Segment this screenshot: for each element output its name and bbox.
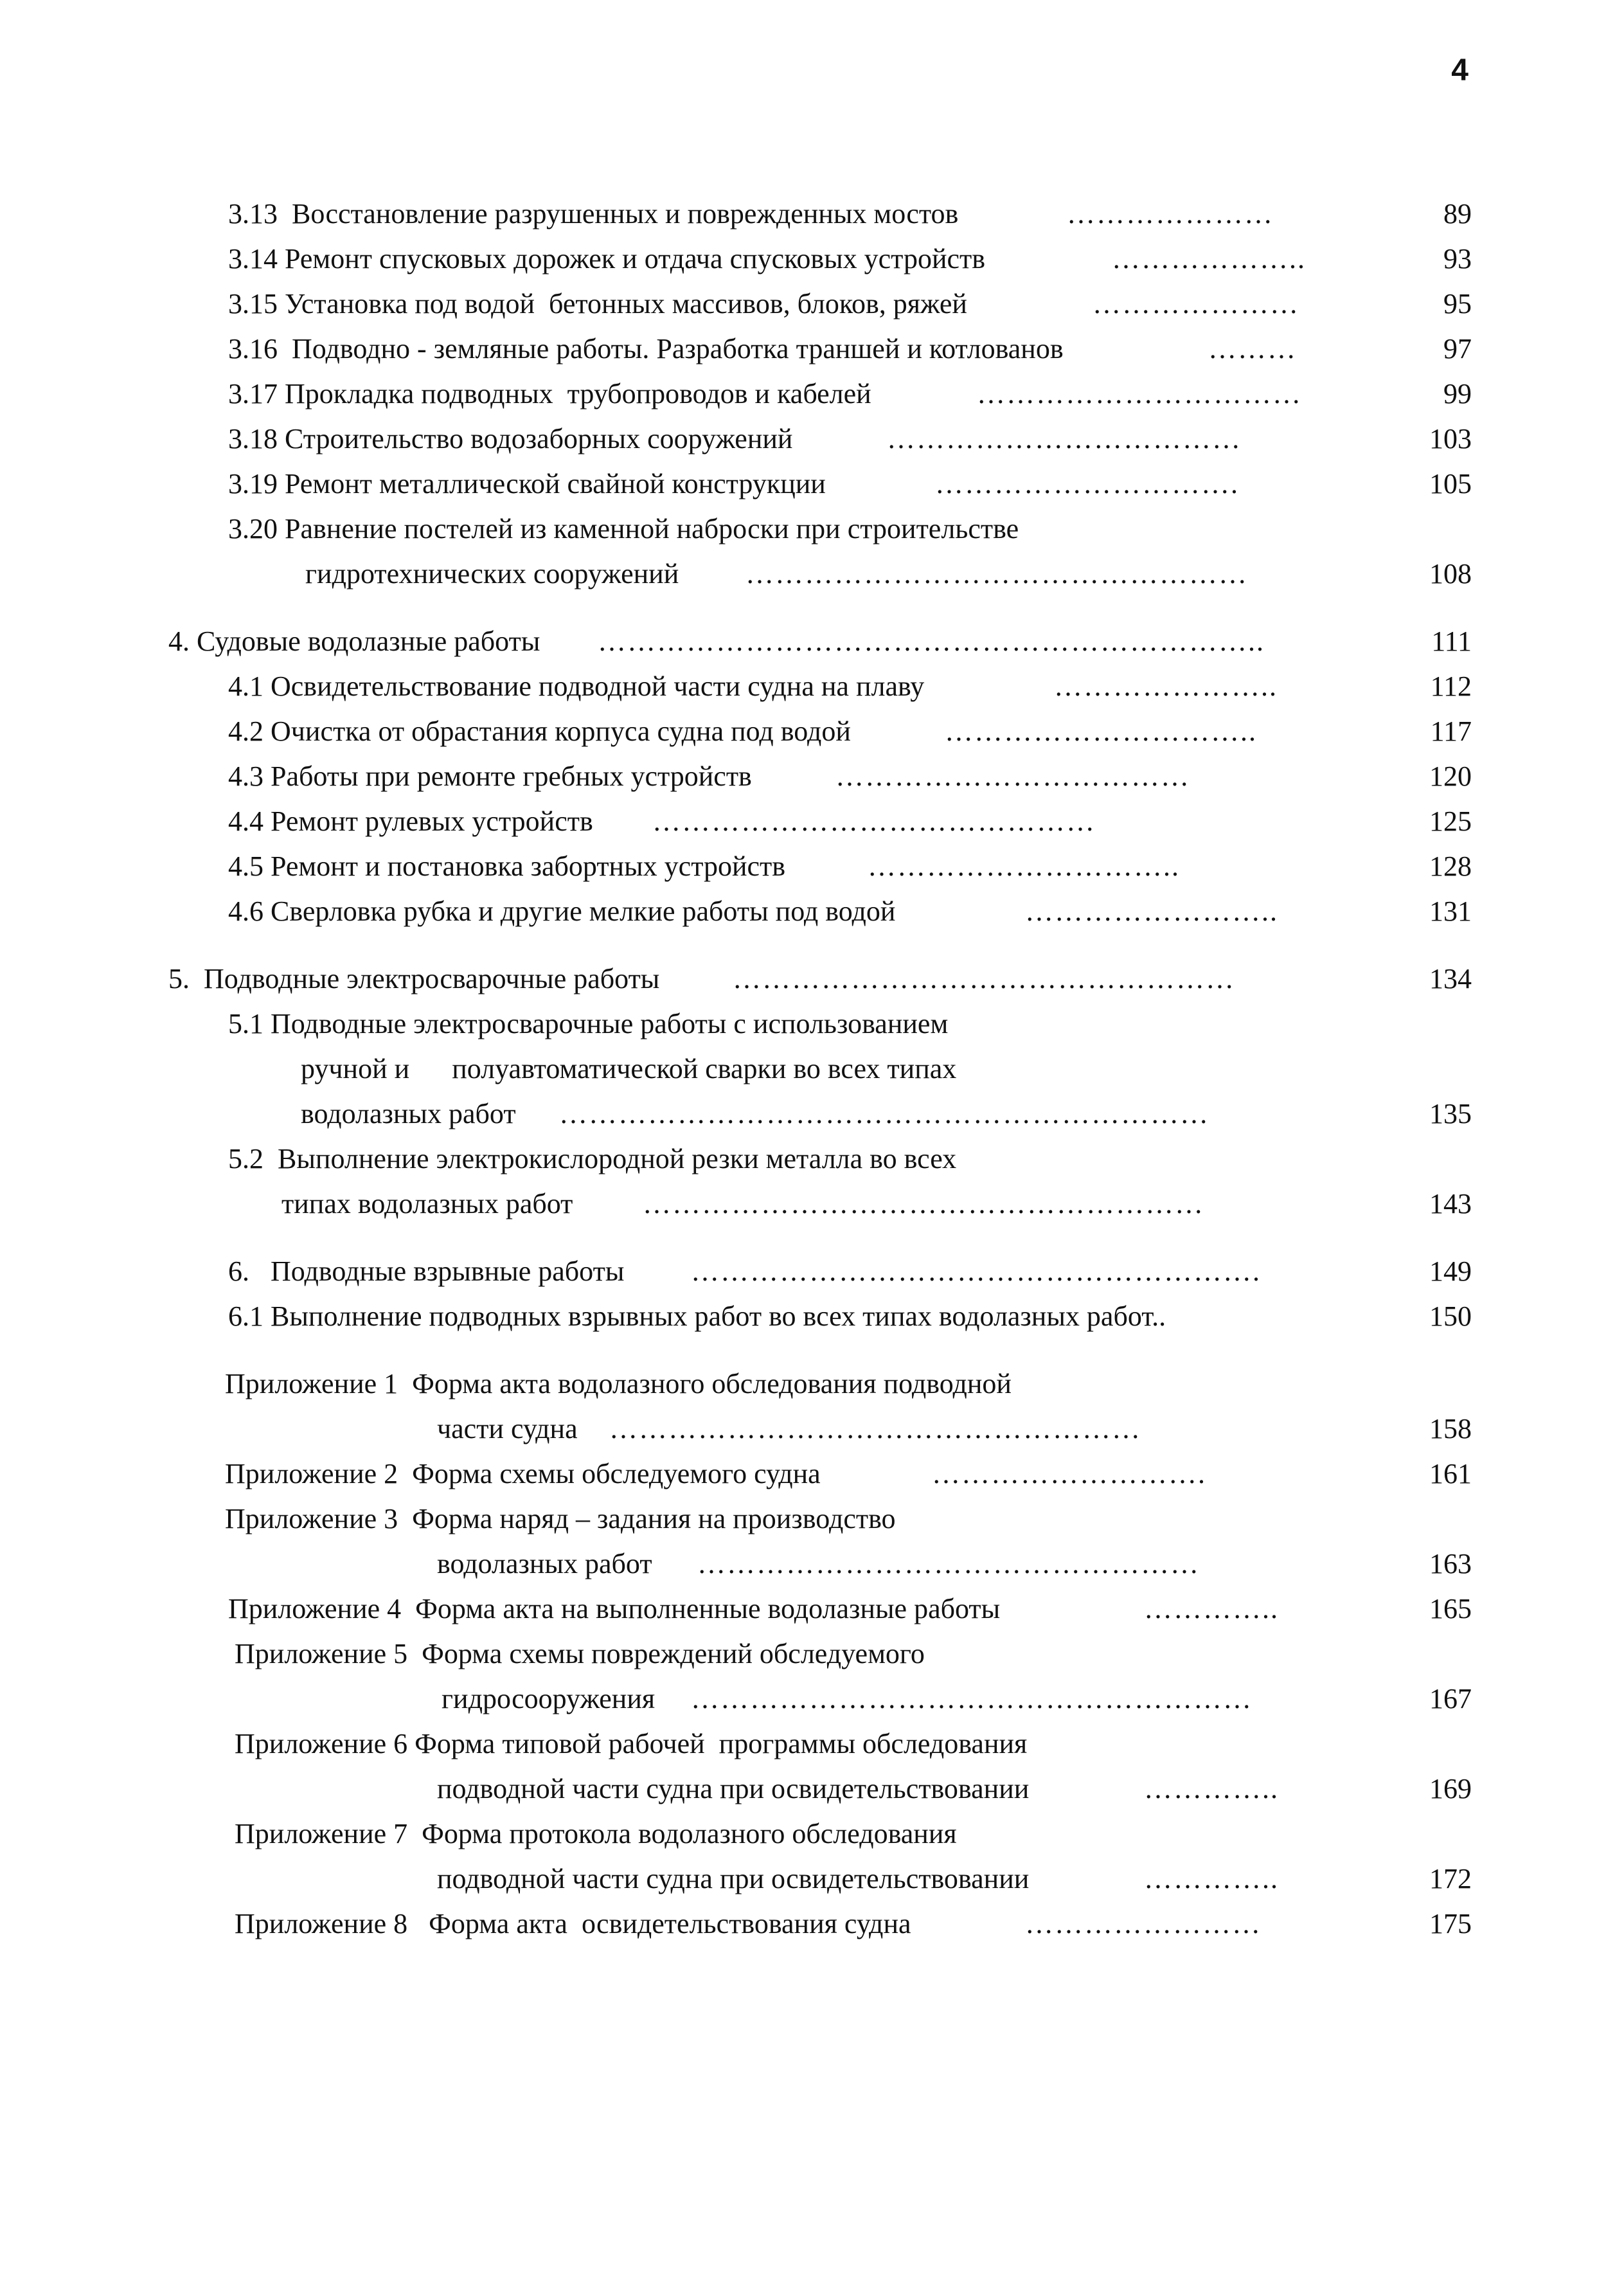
- toc-leader-dots: …………………………………………………………..: [598, 625, 1265, 657]
- toc-page-number: 93: [1443, 243, 1472, 274]
- toc-entry: [0, 1546, 1483, 1582]
- toc-leader-dots: …………..: [1144, 1773, 1279, 1804]
- toc-entry-title: подводной части судна при освидетельствовании: [437, 1773, 1030, 1804]
- toc-entry: [0, 241, 1483, 277]
- toc-entry: [0, 1726, 1483, 1762]
- toc-leader-dots: ………………………………………: [652, 805, 1096, 837]
- toc-entry-title: Приложение 5 Форма схемы повреждений обследуемого: [235, 1638, 925, 1669]
- toc-entry-title: гидротехнических сооружений: [305, 558, 679, 589]
- toc-entry-title: 3.20 Равнение постелей из каменной наброски при строительстве: [228, 513, 1019, 544]
- toc-entry-title: 6.1 Выполнение подводных взрывных работ во всех типах водолазных работ..: [228, 1300, 1166, 1332]
- toc-entry: [0, 1006, 1483, 1042]
- toc-entry: [0, 961, 1483, 997]
- toc-entry-title: 4.6 Сверловка рубка и другие мелкие работы под водой: [228, 895, 896, 927]
- toc-page-number: 134: [1429, 963, 1472, 994]
- toc-leader-dots: ……………………………………………: [745, 558, 1248, 589]
- toc-entry-title: 4.2 Очистка от обрастания корпуса судна под водой: [228, 715, 851, 747]
- toc-entry-title: 3.18 Строительство водозаборных сооружений: [228, 423, 793, 454]
- toc-entry: [0, 804, 1483, 840]
- toc-page-number: 99: [1443, 378, 1472, 409]
- toc-entry-title: Приложение 8 Форма акта освидетельствования судна: [235, 1908, 911, 1939]
- toc-entry: [0, 556, 1483, 592]
- toc-page-number: 111: [1431, 625, 1472, 657]
- toc-entry: [0, 1366, 1483, 1402]
- toc-leader-dots: …………..: [1144, 1593, 1279, 1624]
- toc-page-number: 105: [1429, 468, 1472, 499]
- toc-page-number: 161: [1429, 1458, 1472, 1489]
- toc-leader-dots: ………………………………………………….: [691, 1255, 1261, 1287]
- toc-entry: [0, 1771, 1483, 1807]
- toc-entry: [0, 894, 1483, 930]
- toc-entry: [0, 1456, 1483, 1492]
- toc-page-number: 172: [1429, 1863, 1472, 1894]
- toc-leader-dots: …………………………..: [945, 715, 1257, 747]
- toc-page-number: 169: [1429, 1773, 1472, 1804]
- toc-entry-title: Приложение 4 Форма акта на выполненные водолазные работы: [228, 1593, 1001, 1624]
- toc-leader-dots: ………: [1208, 333, 1297, 364]
- toc-leader-dots: ……………………………………………: [733, 963, 1235, 994]
- toc-page-number: 135: [1429, 1098, 1472, 1129]
- toc-entry-title: 5. Подводные электросварочные работы: [168, 963, 660, 994]
- toc-entry: [0, 714, 1483, 750]
- toc-page-number: 128: [1429, 850, 1472, 882]
- toc-entry-title: 5.1 Подводные электросварочные работы с использованием: [228, 1008, 949, 1039]
- toc-page-number: 165: [1429, 1593, 1472, 1624]
- toc-entry: [0, 1816, 1483, 1852]
- toc-entry-title: 3.13 Восстановление разрушенных и поврежденных мостов: [228, 198, 959, 229]
- toc-entry: [0, 1254, 1483, 1290]
- toc-entry: [0, 1299, 1483, 1335]
- toc-entry-title: водолазных работ: [301, 1098, 516, 1129]
- toc-entry: [0, 1861, 1483, 1897]
- toc-leader-dots: ……………………: [1025, 1908, 1262, 1939]
- toc-page-number: 175: [1429, 1908, 1472, 1939]
- toc-entry-title: 6. Подводные взрывные работы: [228, 1255, 625, 1287]
- toc-leader-dots: ………………………………: [887, 423, 1242, 454]
- toc-entry: [0, 759, 1483, 795]
- toc-leader-dots: …………………………..: [868, 850, 1180, 882]
- toc-page-number: 149: [1429, 1255, 1472, 1287]
- toc-page-number: 97: [1443, 333, 1472, 364]
- toc-entry: [0, 1591, 1483, 1627]
- toc-entry: [0, 1096, 1483, 1132]
- toc-entry: [0, 421, 1483, 457]
- toc-entry-title: 3.16 Подводно - земляные работы. Разработка траншей и котлованов: [228, 333, 1064, 364]
- toc-entry-title: подводной части судна при освидетельствовании: [437, 1863, 1030, 1894]
- toc-entry: [0, 466, 1483, 502]
- toc-leader-dots: …………………: [1067, 198, 1274, 229]
- toc-entry-title: 4.4 Ремонт рулевых устройств: [228, 805, 593, 837]
- toc-page-number: 95: [1443, 288, 1472, 319]
- toc-entry-title: 4. Судовые водолазные работы: [168, 625, 540, 657]
- toc-entry-title: Приложение 3 Форма наряд – задания на производство: [225, 1503, 896, 1534]
- toc-page-number: 117: [1430, 715, 1472, 747]
- toc-leader-dots: …………………………………………………………: [559, 1098, 1209, 1129]
- toc-entry: [0, 1636, 1483, 1672]
- toc-entry: [0, 1681, 1483, 1717]
- toc-leader-dots: ………………………………………………: [609, 1413, 1141, 1444]
- toc-page-number: 131: [1429, 895, 1472, 927]
- toc-entry-title: ручной и полуавтоматической сварки во всех типах: [301, 1053, 957, 1084]
- toc-leader-dots: …………………..: [1054, 670, 1278, 702]
- toc-entry-title: гидросооружения: [442, 1683, 656, 1714]
- toc-entry: [0, 1906, 1483, 1942]
- toc-leader-dots: …………………………………………………: [691, 1683, 1253, 1714]
- toc-entry-title: 3.17 Прокладка подводных трубопроводов и кабелей: [228, 378, 871, 409]
- toc-leader-dots: ………………..: [1112, 243, 1306, 274]
- toc-entry: [0, 1051, 1483, 1087]
- toc-entry-title: части судна: [437, 1413, 578, 1444]
- page-number: 4: [1451, 53, 1468, 87]
- toc-entry-title: Приложение 6 Форма типовой рабочей программы обследования: [235, 1728, 1028, 1759]
- toc-entry-title: типах водолазных работ: [281, 1188, 573, 1219]
- toc-leader-dots: …………………………………………………: [643, 1188, 1204, 1219]
- toc-page-number: 89: [1443, 198, 1472, 229]
- toc-entry: [0, 624, 1483, 660]
- toc-entry-title: 4.5 Ремонт и постановка забортных устройств: [228, 850, 786, 882]
- toc-page-number: 143: [1429, 1188, 1472, 1219]
- toc-entry-title: Приложение 2 Форма схемы обследуемого судна: [225, 1458, 821, 1489]
- toc-entry: [0, 849, 1483, 885]
- toc-entry: [0, 1411, 1483, 1447]
- toc-entry: [0, 511, 1483, 547]
- toc-entry-title: 4.1 Освидетельствование подводной части судна на плаву: [228, 670, 925, 702]
- toc-entry-title: Приложение 1 Форма акта водолазного обследования подводной: [225, 1368, 1012, 1399]
- toc-leader-dots: …………..: [1144, 1863, 1279, 1894]
- toc-leader-dots: ……………………………: [977, 378, 1302, 409]
- toc-entry: [0, 331, 1483, 367]
- toc-leader-dots: ……………………..: [1025, 895, 1278, 927]
- toc-entry: [0, 669, 1483, 705]
- toc-entry: [0, 196, 1483, 232]
- toc-entry: [0, 286, 1483, 322]
- toc-entry-title: 3.19 Ремонт металлической свайной конструкции: [228, 468, 826, 499]
- toc-entry: [0, 376, 1483, 412]
- toc-entry-title: 3.15 Установка под водой бетонных массивов, блоков, ряжей: [228, 288, 967, 319]
- toc-entry-title: 3.14 Ремонт спусковых дорожек и отдача спусковых устройств: [228, 243, 986, 274]
- toc-leader-dots: ……………………….: [932, 1458, 1206, 1489]
- toc-page-number: 120: [1429, 760, 1472, 792]
- toc-entry-title: 4.3 Работы при ремонте гребных устройств: [228, 760, 752, 792]
- toc-page-number: 150: [1429, 1300, 1472, 1332]
- toc-page-number: 125: [1429, 805, 1472, 837]
- toc-leader-dots: ………………………………: [835, 760, 1190, 792]
- toc-page-number: 108: [1429, 558, 1472, 589]
- toc-leader-dots: …………………: [1093, 288, 1299, 319]
- toc-entry-title: 5.2 Выполнение электрокислородной резки металла во всех: [228, 1143, 957, 1174]
- toc-entry-title: водолазных работ: [437, 1548, 652, 1579]
- toc-page-number: 112: [1430, 670, 1472, 702]
- toc-page-number: 158: [1429, 1413, 1472, 1444]
- toc-page-number: 103: [1429, 423, 1472, 454]
- toc-entry-title: Приложение 7 Форма протокола водолазного обследования: [235, 1818, 957, 1849]
- toc-entry: [0, 1501, 1483, 1537]
- toc-leader-dots: ……………………………………………: [697, 1548, 1200, 1579]
- toc-entry: [0, 1141, 1483, 1177]
- toc-entry: [0, 1186, 1483, 1222]
- toc-page-number: 167: [1429, 1683, 1472, 1714]
- toc-page-number: 163: [1429, 1548, 1472, 1579]
- toc-leader-dots: ………………………….: [935, 468, 1239, 499]
